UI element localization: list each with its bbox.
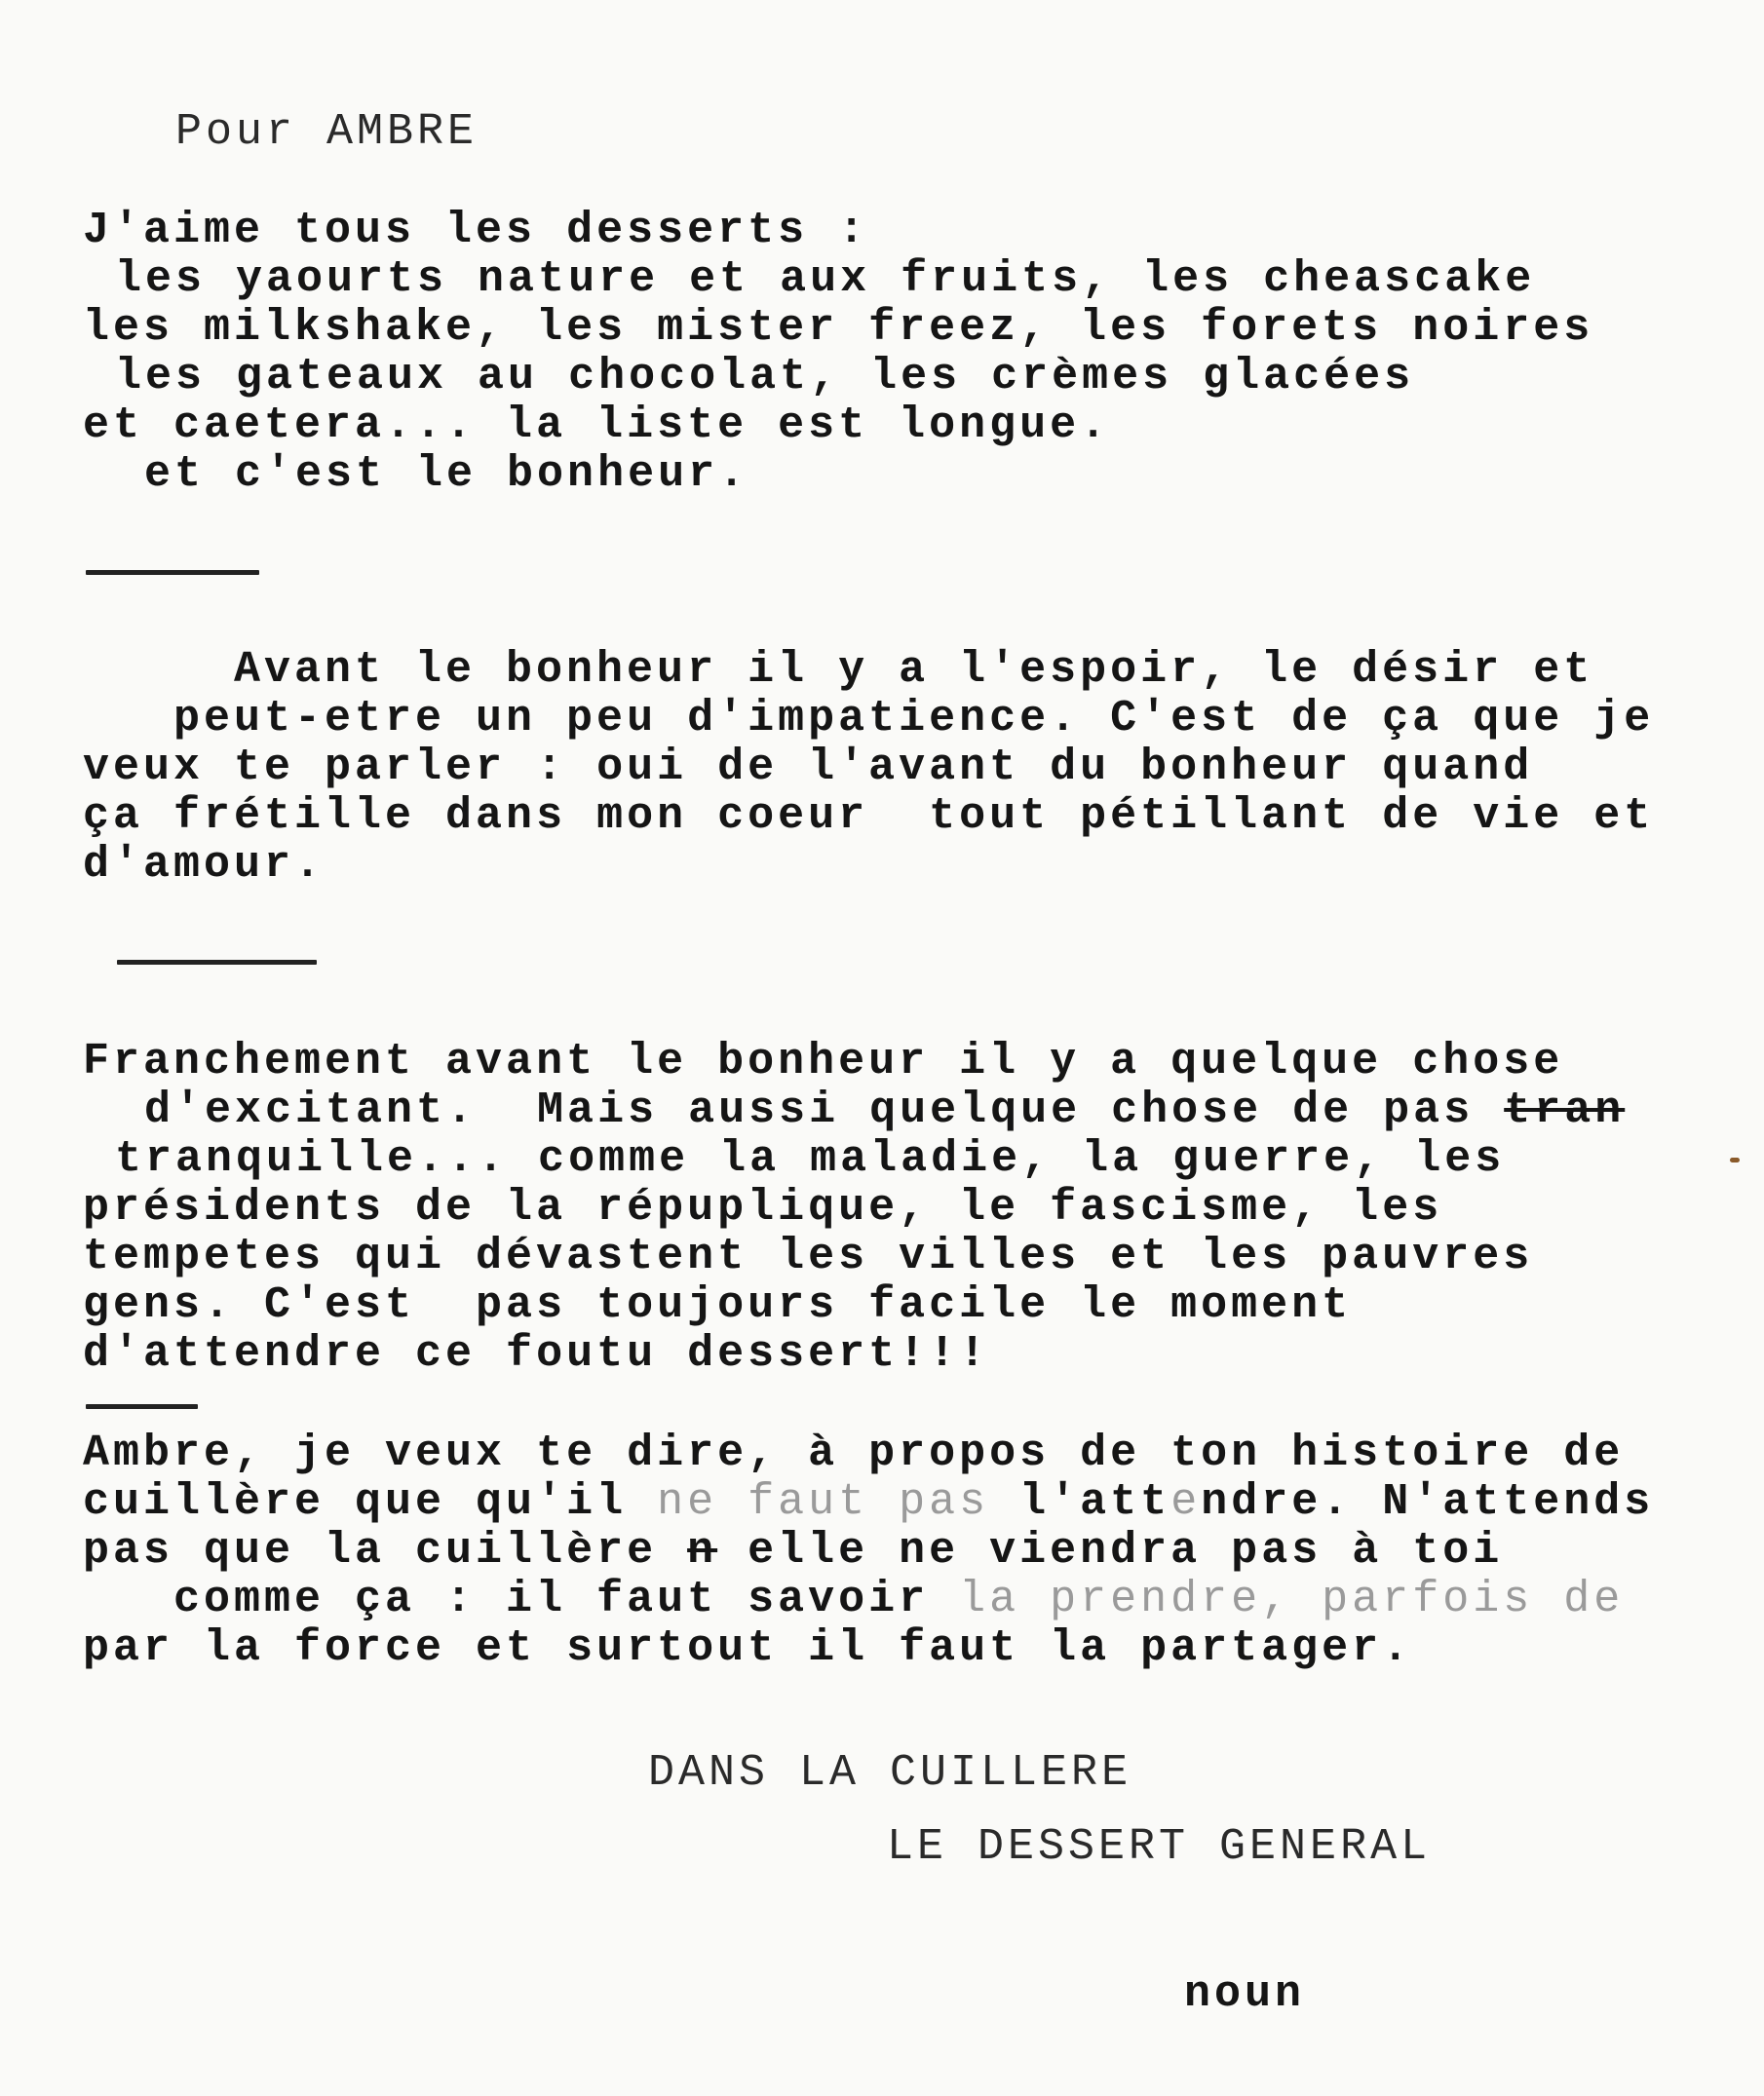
stanza-text: l'att (989, 1477, 1171, 1527)
stanza-line: les milkshake, les mister freez, les forets noires (83, 303, 1594, 353)
stanza-line: présidents de la répuplique, le fascisme, les (83, 1183, 1443, 1233)
stanza-line: et caetera... la liste est longue. (83, 400, 1111, 450)
stanza-line: peut-etre un peu d'impatience. C'est de ça que je (173, 694, 1655, 743)
faded-text: e (1170, 1477, 1202, 1527)
stanza-line: tempetes qui dévastent les villes et les pauvres (83, 1232, 1534, 1281)
stanza-line: ça frétille dans mon coeur tout pétillant de vie et (83, 791, 1655, 841)
stanza-line: les yaourts nature et aux fruits, les cheascake (115, 254, 1536, 304)
separator-dashes (86, 570, 259, 575)
stanza-line: d'attendre ce foutu dessert!!! (83, 1329, 990, 1379)
signature: noun (1184, 1969, 1306, 2019)
stanza-line: et c'est le bonheur. (144, 449, 749, 499)
stanza-line: les gateaux au chocolat, les crèmes glacées (115, 352, 1415, 401)
separator-dashes (117, 960, 317, 965)
stanza-line (83, 1526, 1504, 1576)
faded-text: ne faut pas (657, 1477, 990, 1527)
stanza-text: cuillère que qu'il (83, 1477, 658, 1527)
struck-out-text: tran (1504, 1086, 1626, 1135)
stanza-line (173, 1575, 1625, 1624)
stanza-line: Franchement avant le bonheur il y a quelque chose (83, 1037, 1564, 1086)
closing-line: LE DESSERT GENERAL (887, 1822, 1432, 1872)
stanza-text: pas que la cuillère (83, 1526, 688, 1576)
separator-dashes (86, 1404, 198, 1409)
stanza-line: tranquille... comme la maladie, la guerre, les (115, 1134, 1506, 1184)
dedication-heading: Pour AMBRE (175, 107, 479, 157)
stanza-line: d'amour. (83, 840, 326, 890)
stanza-line: veux te parler : oui de l'avant du bonheur quand (83, 743, 1534, 792)
stanza-text: d'excitant. Mais aussi quelque chose de pas (144, 1086, 1505, 1135)
struck-out-text: n (687, 1526, 718, 1576)
stanza-line: Avant le bonheur il y a l'espoir, le désir et (234, 645, 1594, 695)
stanza-text: comme ça : il faut savoir (173, 1575, 960, 1624)
stanza-line: Ambre, je veux te dire, à propos de ton histoire de (83, 1429, 1625, 1478)
stanza-line: J'aime tous les desserts : (83, 206, 869, 255)
closing-line: DANS LA CUILLERE (648, 1748, 1132, 1798)
stanza-line: gens. C'est pas toujours facile le moment (83, 1280, 1353, 1330)
stanza-line (144, 1086, 1626, 1135)
faded-text: la prendre, parfois de (959, 1575, 1625, 1624)
stanza-text: ndre. N'attends (1201, 1477, 1655, 1527)
stanza-text: elle ne viendra pas à toi (717, 1526, 1504, 1576)
paper-speck (1730, 1158, 1740, 1162)
stanza-line (83, 1477, 1655, 1527)
stanza-line: par la force et surtout il faut la partager. (83, 1623, 1413, 1673)
